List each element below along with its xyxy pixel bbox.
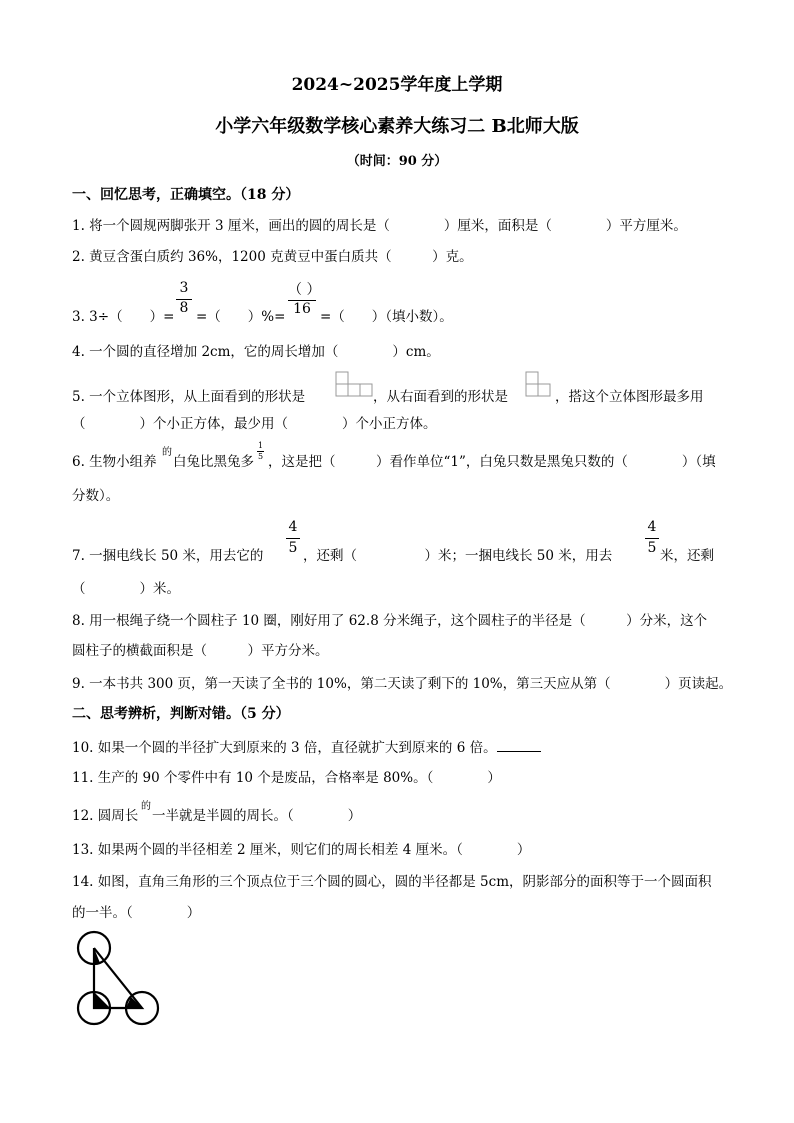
- question-14-line-2: 的一半。（ ）: [72, 905, 201, 921]
- small-character: 的: [141, 801, 151, 812]
- question-12-part-a: 12. 圆周长: [72, 808, 139, 824]
- question-12-part-b: 一半就是半圆的周长。（ ）: [152, 808, 362, 824]
- answer-blank[interactable]: [497, 739, 541, 752]
- question-11: 11. 生产的 90 个零件中有 10 个是废品，合格率是 80%。（ ）: [72, 770, 501, 786]
- fraction-numerator: 3: [179, 280, 189, 296]
- section-1-title: 一、回忆思考，正确填空。（18 分）: [72, 187, 300, 203]
- section-2-title: 二、思考辨析，判断对错。（5 分）: [72, 706, 290, 722]
- question-5-part-c: ，搭这个立体图形最多用: [555, 389, 704, 405]
- question-10: [72, 736, 541, 756]
- triangle-circles-figure: [74, 928, 164, 1028]
- fraction-numerator: 4: [288, 519, 298, 535]
- question-9: 9. 一本书共 300 页，第一天读了全书的 10%，第二天读了剩下的 10%，第三天应从第（ ）页读起。: [72, 676, 733, 692]
- document-title-year: 2024~2025学年度上学期: [291, 75, 503, 95]
- question-4: 4. 一个圆的直径增加 2cm，它的周长增加（ ）cm。: [72, 344, 440, 360]
- question-7-part-c: 米，还剩: [660, 548, 714, 564]
- right-view-icon: [525, 371, 555, 397]
- document-title: 小学六年级数学核心素养大练习二 B北师大版: [215, 116, 579, 137]
- question-2: 2. 黄豆含蛋白质约 36%，1200 克黄豆中蛋白质共（ ）克。: [72, 249, 473, 265]
- question-7-part-a: 7. 一捆电线长 50 米，用去它的: [72, 548, 264, 564]
- question-6-part-c: ，这是把（ ）看作单位“1”，白兔只数是黑兔只数的（ ）（填: [268, 454, 716, 470]
- question-3-mid: =（ ）%=: [196, 309, 286, 325]
- fraction-denominator: 5: [647, 540, 657, 556]
- question-13: 13. 如果两个圆的半径相差 2 厘米，则它们的周长相差 4 厘米。（ ）: [72, 842, 531, 858]
- question-6-part-a: 6. 生物小组养: [72, 454, 157, 470]
- question-8-line-2: 圆柱子的横截面积是（ ）平方分米。: [72, 643, 329, 659]
- question-3-suffix: =（ ）（填小数）。: [320, 309, 453, 325]
- question-5-part-b: ，从右面看到的形状是: [373, 389, 508, 405]
- fraction-bar: [645, 538, 659, 539]
- fraction-denominator: 16: [293, 301, 311, 317]
- small-character: 的: [162, 447, 172, 458]
- question-6-part-b: 白兔比黑兔多: [173, 454, 254, 470]
- question-10-text: 10. 如果一个圆的半径扩大到原来的 3 倍，直径就扩大到原来的 6 倍。: [72, 740, 497, 756]
- question-1: 1. 将一个圆规两脚张开 3 厘米，画出的圆的周长是（ ）厘米，面积是（ ）平方厘米。: [72, 218, 687, 234]
- exam-time: （时间：90 分）: [346, 154, 448, 169]
- fraction-bar: [286, 538, 300, 539]
- question-3-prefix: 3. 3÷（ ）=: [72, 309, 175, 325]
- question-14-line-1: 14. 如图，直角三角形的三个顶点位于三个圆的圆心，圆的半径都是 5cm，阴影部分的面积等于一个圆面积: [72, 874, 712, 890]
- top-view-icon: [335, 371, 373, 397]
- fraction-numerator: （ ）: [288, 282, 321, 298]
- question-8-line-1: 8. 用一根绳子绕一个圆柱子 10 圈，刚好用了 62.8 分米绳子，这个圆柱子的半径是（ ）分米，这个: [72, 613, 708, 629]
- fraction-denominator: 8: [179, 300, 189, 316]
- fraction-denominator: 5: [258, 452, 264, 461]
- question-5-line-2: （ ）个小正方体，最少用（ ）个小正方体。: [72, 416, 437, 432]
- question-5-part-a: 5. 一个立体图形，从上面看到的形状是: [72, 389, 306, 405]
- fraction-numerator: 4: [647, 519, 657, 535]
- question-7-line-2: （ ）米。: [72, 581, 180, 597]
- question-6-line-2: 分数）。: [72, 488, 120, 504]
- question-7-part-b: ，还剩（ ）米；一捆电线长 50 米，用去: [303, 548, 613, 564]
- fraction-denominator: 5: [288, 540, 298, 556]
- fraction-numerator: 1: [258, 441, 264, 450]
